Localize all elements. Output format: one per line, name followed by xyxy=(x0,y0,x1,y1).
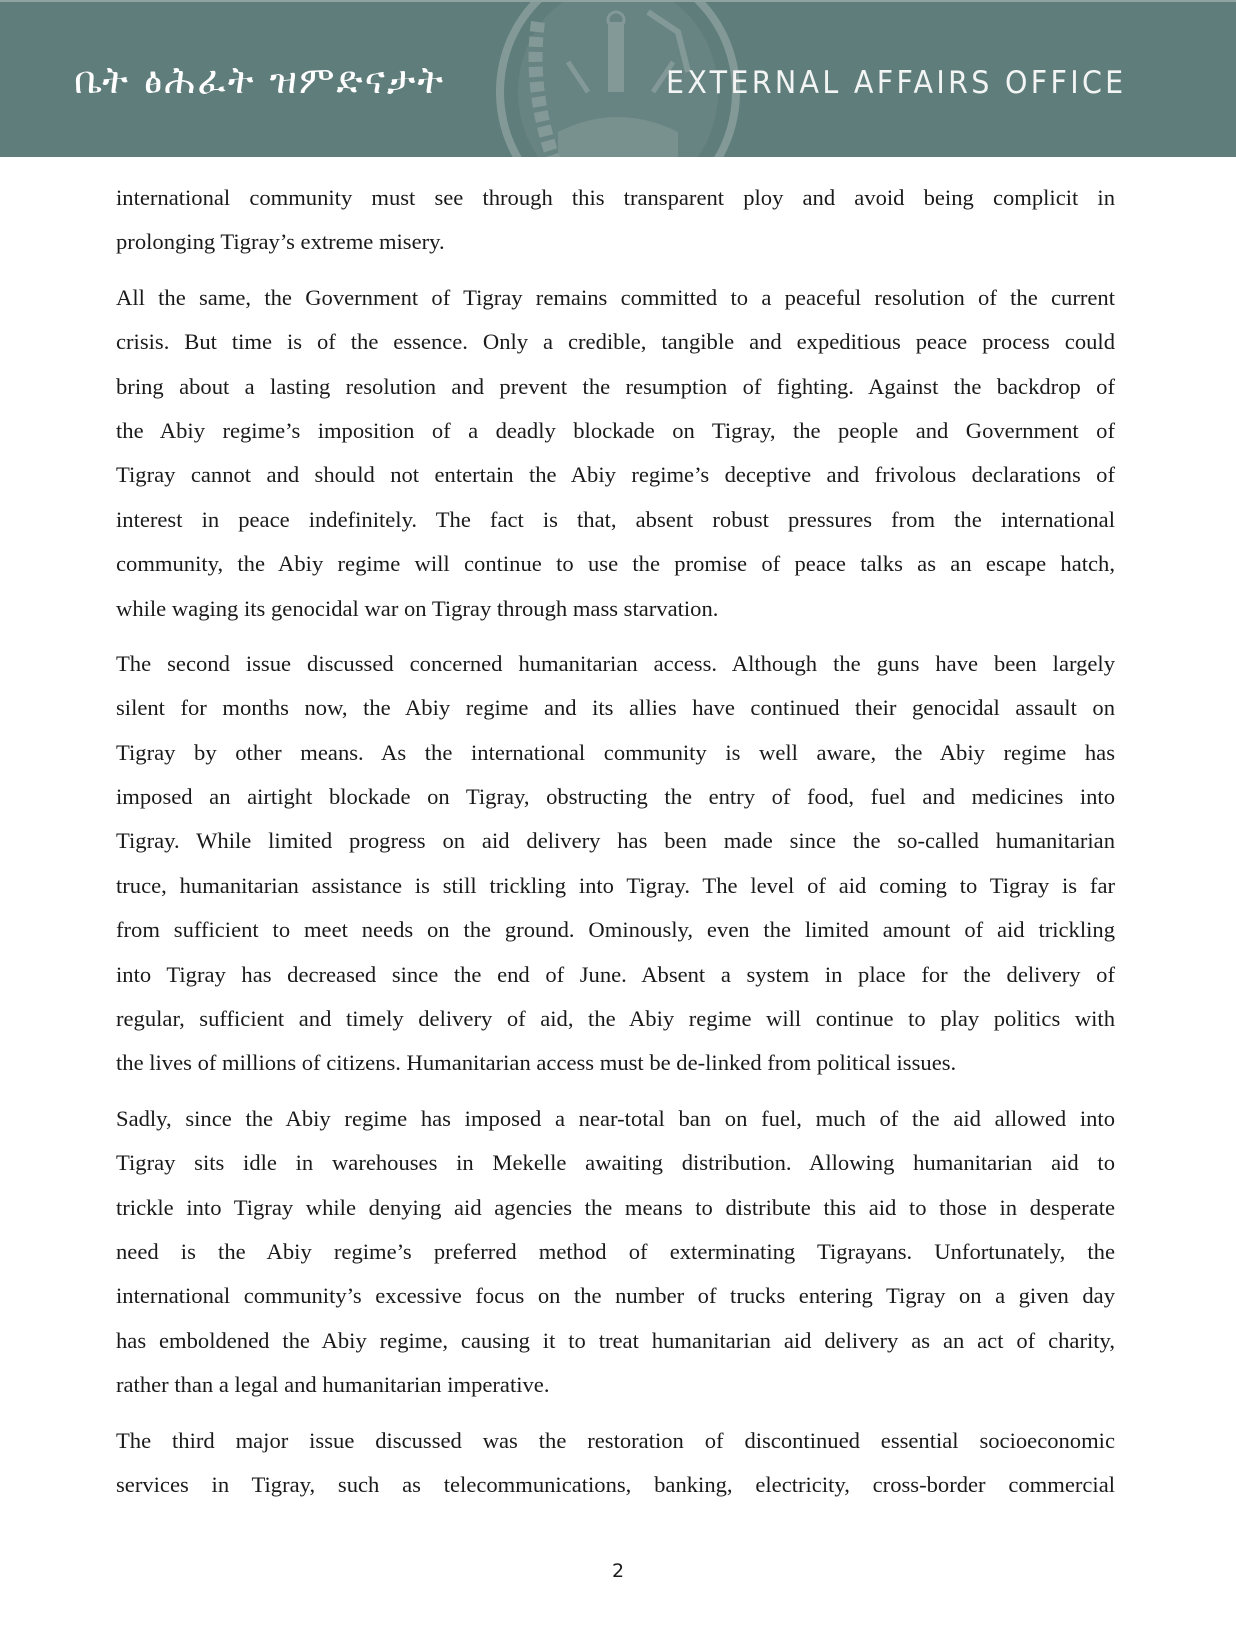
text-line: need is the Abiy regime’s preferred method of exterminating Tigrayans. Unfortunately, the xyxy=(116,1238,1115,1264)
text-line: Tigray cannot and should not entertain the Abiy regime’s deceptive and frivolous declarations of xyxy=(116,462,1115,488)
text-line: services in Tigray, such as telecommunications, banking, electricity, cross-border commercial xyxy=(116,1471,1115,1497)
text-line: has emboldened the Abiy regime, causing it to treat humanitarian aid delivery as an act of charity, xyxy=(116,1327,1115,1353)
text-line: crisis. But time is of the essence. Only a credible, tangible and expeditious peace process could xyxy=(116,329,1115,355)
text-line: The second issue discussed concerned humanitarian access. Although the guns have been largely xyxy=(116,650,1115,676)
text-line: trickle into Tigray while denying aid agencies the means to distribute this aid to those in desperate xyxy=(116,1194,1115,1220)
text-line: prolonging Tigray’s extreme misery. xyxy=(116,229,445,255)
text-line: Tigray by other means. As the international community is well aware, the Abiy regime has xyxy=(116,739,1115,765)
text-line: interest in peace indefinitely. The fact is that, absent robust pressures from the international xyxy=(116,506,1115,532)
text-line: community, the Abiy regime will continue to use the promise of peace talks as an escape hatch, xyxy=(116,551,1115,577)
text-line: All the same, the Government of Tigray remains committed to a peaceful resolution of the current xyxy=(116,284,1115,310)
text-line: Tigray. While limited progress on aid delivery has been made since the so-called humanitarian xyxy=(116,828,1115,854)
paragraph-3 xyxy=(116,642,1115,1086)
text-line: The third major issue discussed was the restoration of discontinued essential socioeconomic xyxy=(116,1427,1115,1453)
office-name-english: EXTERNAL AFFAIRS OFFICE xyxy=(666,65,1127,101)
text-line: imposed an airtight blockade on Tigray, obstructing the entry of food, fuel and medicines into xyxy=(116,784,1115,810)
text-line: from sufficient to meet needs on the ground. Ominously, even the limited amount of aid trickling xyxy=(116,917,1115,943)
text-line: the lives of millions of citizens. Humanitarian access must be de-linked from political issues. xyxy=(116,1050,957,1076)
text-line: the Abiy regime’s imposition of a deadly blockade on Tigray, the people and Government of xyxy=(116,417,1115,443)
text-line: Sadly, since the Abiy regime has imposed a near-total ban on fuel, much of the aid allowed into xyxy=(116,1105,1115,1131)
text-line: while waging its genocidal war on Tigray through mass starvation. xyxy=(116,595,719,621)
paragraph-4 xyxy=(116,1097,1115,1408)
text-line: rather than a legal and humanitarian imperative. xyxy=(116,1372,550,1398)
text-line: international community’s excessive focus on the number of trucks entering Tigray on a given day xyxy=(116,1283,1115,1309)
office-name-tigrinya: ቤት ፅሕፈት ዝምድናታት xyxy=(74,58,445,102)
text-line: international community must see through this transparent ploy and avoid being complicit in xyxy=(116,185,1115,210)
letterhead-banner xyxy=(0,0,1236,157)
text-line: regular, sufficient and timely delivery of aid, the Abiy regime will continue to play politics with xyxy=(116,1006,1115,1032)
paragraph-5 xyxy=(116,1419,1115,1508)
text-line: truce, humanitarian assistance is still trickling into Tigray. The level of aid coming to Tigray is far xyxy=(116,872,1115,898)
text-line: Tigray sits idle in warehouses in Mekelle awaiting distribution. Allowing humanitarian aid to xyxy=(116,1150,1115,1176)
document-body xyxy=(116,176,1115,1518)
text-line: silent for months now, the Abiy regime and its allies have continued their genocidal assault on xyxy=(116,695,1115,721)
text-line: bring about a lasting resolution and prevent the resumption of fighting. Against the backdrop of xyxy=(116,373,1115,399)
paragraph-2 xyxy=(116,276,1115,631)
text-line: into Tigray has decreased since the end of June. Absent a system in place for the delivery of xyxy=(116,961,1115,987)
page-number: 2 xyxy=(611,1560,625,1582)
paragraph-1 xyxy=(116,176,1115,265)
